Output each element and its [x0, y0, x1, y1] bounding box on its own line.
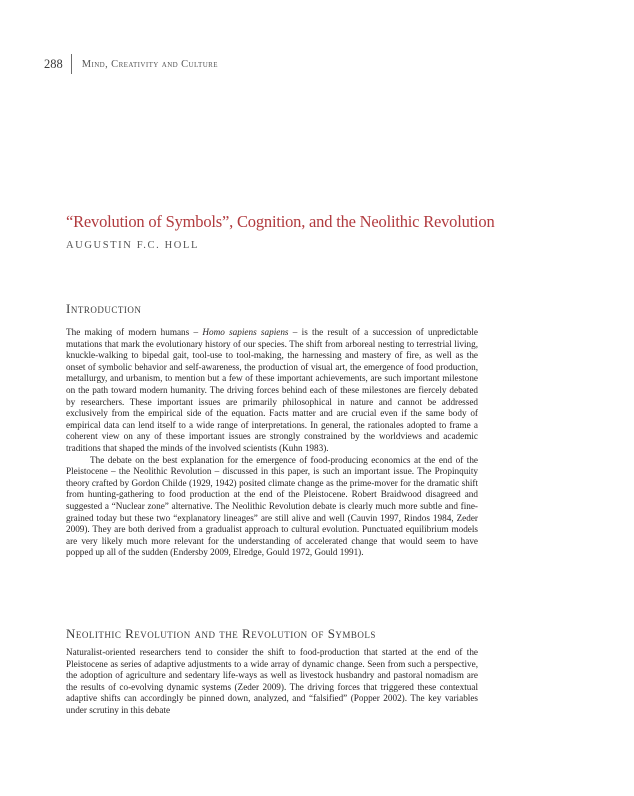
page-number: 288 — [44, 57, 63, 71]
article-author: AUGUSTIN F.C. HOLL — [66, 240, 199, 251]
paragraph — [66, 327, 478, 455]
paragraph-text: – is the result of a succession of unpredictable mutations that mark the evolutionary history of our species. The shift from arboreal nesting to terrestrial living, knuckle-walking to bipedal gait, tool-use to tool-making, the harnessing and mastery of fire, as well as the onset of symbolic behavior and self-awareness, the production of visual art, the emergence of food production, metallurgy, and urbanism, to mention but a few of these important achievements, are such important milestone on the path toward modern humanity. The driving forces behind each of these milestones are fiercely debated by researchers. These important issues are primarily philosophical in nature and cannot be addressed exclusively from the empirical side of the equation. Facts matter and are crucial even if the same body of empirical data can lend itself to a wide range of interpretations. In general, the rationales adopted to frame a coherent view on any of these important issues are strongly constrained by the worldviews and academic traditions that shaped the minds of the involved scientists (Kuhn 1983). — [66, 327, 478, 453]
running-head — [44, 54, 218, 74]
article-title: “Revolution of Symbols”, Cognition, and the Neolithic Revolution — [66, 212, 495, 231]
species-name-italic: Homo sapiens sapiens — [202, 327, 289, 337]
running-head-divider — [71, 54, 72, 74]
journal-title: Mind, Creativity and Culture — [81, 59, 218, 70]
paragraph-text: The making of modern humans – — [66, 327, 203, 337]
paragraph: Naturalist-oriented researchers tend to consider the shift to food-production that started at the end of the Pleistocene as series of adaptive adjustments to a wide array of dynamic change. Seen from such a perspective, the adoption of agriculture and sedentary life-ways as well as livestock husbandry and pastoral nomadism are the results of co-evolving dynamic systems (Zeder 2009). The driving forces that triggered these contextual adaptive shifts can accordingly be pinned down, analyzed, and “falsified” (Popper 2002). The key variables under scrutiny in this debate — [66, 647, 478, 715]
paragraph: The debate on the best explanation for the emergence of food-producing economics at the end of the Pleistocene – the Neolithic Revolution – discussed in this paper, is such an important issue. The Propinquity theory crafted by Gordon Childe (1929, 1942) posited climate change as the prime-mover for the dramatic shift from hunting-gathering to food production at the end of the Pleistocene. Robert Braidwood disagreed and suggested a “Nuclear zone” alternative. The Neolithic Revolution debate is clearly much more subtle and fine-grained today but these two “explanatory lineages” are still alive and well (Cauvin 1997, Rindos 1984, Zeder 2009). They are both derived from a gradualist approach to cultural evolution. Punctuated equilibrium models are very likely much more relevant for the understanding of accelerated change that would seem to have popped up all of the sudden (Endersby 2009, Elredge, Gould 1972, Gould 1991). — [66, 454, 478, 558]
section-heading-introduction: Introduction — [66, 301, 142, 316]
section-body-introduction — [66, 327, 478, 559]
section-body-neolithic-revolution — [66, 647, 478, 717]
section-heading-neolithic-revolution: Neolithic Revolution and the Revolution of Symbols — [66, 626, 376, 641]
